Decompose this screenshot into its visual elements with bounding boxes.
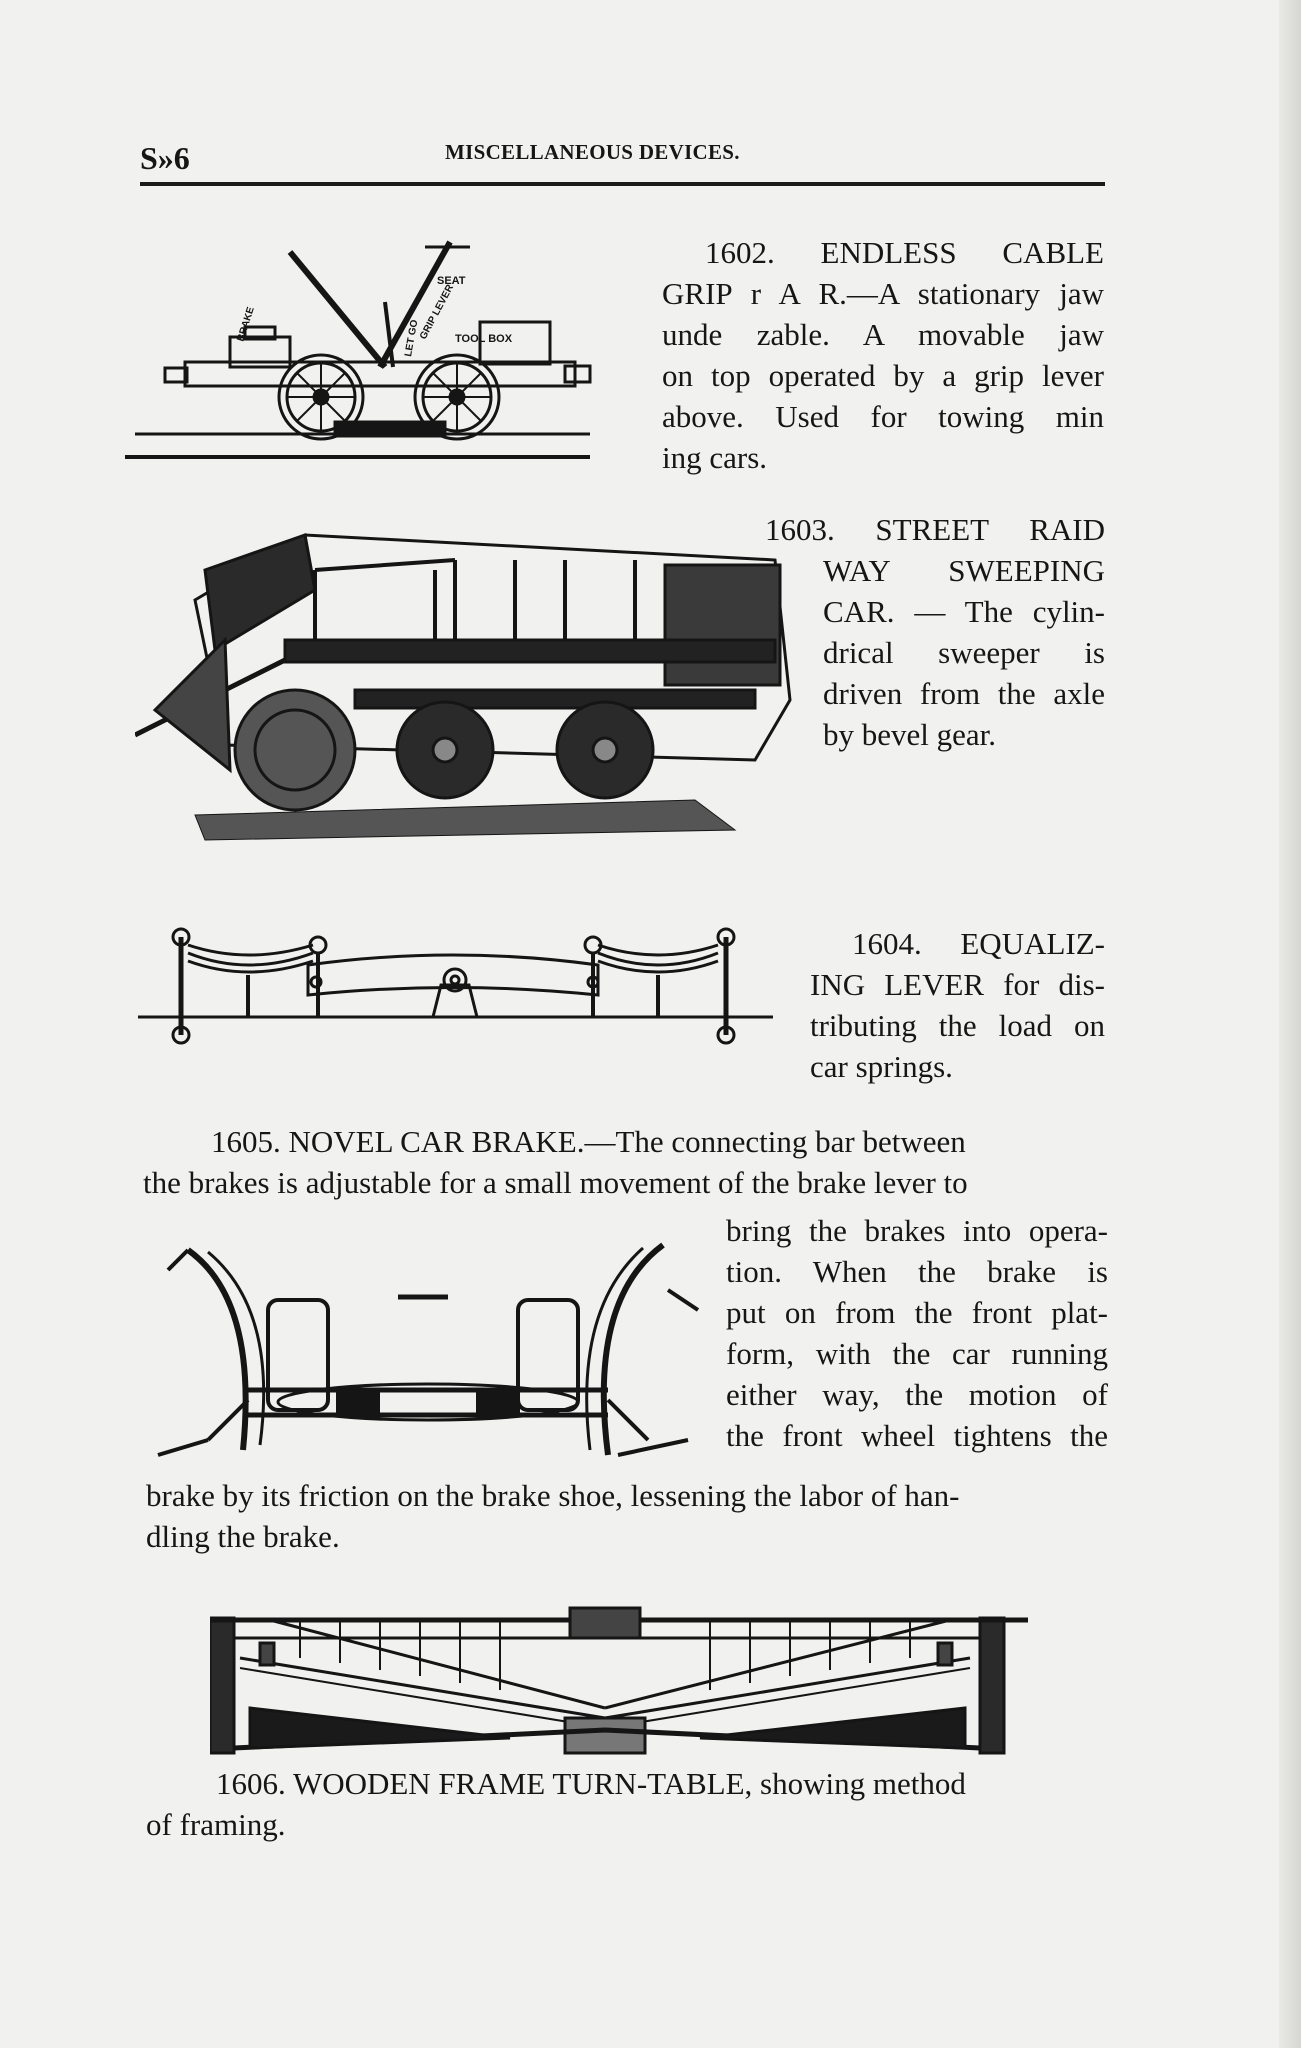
entry-1605-line: form, with the car running [726, 1336, 1108, 1371]
figure-cable-grip-car [125, 222, 595, 467]
figure-car-brake [148, 1240, 708, 1470]
entry-1603 [765, 509, 1105, 755]
label-let-go: LET GO [403, 318, 421, 358]
entry-1606-line: 1606. WOODEN FRAME TURN-TABLE, showing method [216, 1766, 966, 1801]
entry-1604-line: tributing the load on [810, 1008, 1105, 1043]
figure-sweeping-car [135, 530, 795, 850]
entry-1606 [146, 1763, 1006, 1845]
entry-1602-line: ing cars. [662, 440, 768, 475]
label-seat: SEAT [437, 275, 466, 287]
entry-1604-line: car springs. [810, 1049, 953, 1084]
entry-1602-line: unde zable. A movable jaw [662, 317, 1104, 352]
entry-1603-line: driven from the axle [823, 676, 1105, 711]
entry-1602-line: GRIP r A R.—A stationary jaw [662, 276, 1104, 311]
entry-1604 [810, 923, 1105, 1087]
entry-1605-line: brake by its friction on the brake shoe, lessening the labor of han- [146, 1478, 960, 1513]
entry-1603-line: WAY SWEEPING [823, 553, 1105, 588]
entry-1605-line: the brakes is adjustable for a small movement of the brake lever to [143, 1165, 968, 1200]
entry-1603-line: by bevel gear. [823, 717, 997, 752]
entry-1602 [662, 232, 1104, 478]
entry-1603-line: drical sweeper is [823, 635, 1105, 670]
entry-1605-top [143, 1121, 1013, 1203]
entry-1604-line: 1604. EQUALIZ- [852, 926, 1105, 961]
entry-1605-right [726, 1210, 1108, 1456]
entry-1605-line: tion. When the brake is [726, 1254, 1108, 1289]
entry-1602-line: above. Used for towing min [662, 399, 1104, 434]
entry-1602-line: on top operated by a grip lever [662, 358, 1104, 393]
entry-1605-line: either way, the motion of [726, 1377, 1108, 1412]
entry-1605-bottom [146, 1475, 1006, 1557]
entry-1602-line: 1602. ENDLESS CABLE [705, 235, 1104, 270]
entry-1605-line: put on from the front plat- [726, 1295, 1108, 1330]
figure-equalizing-lever [138, 925, 778, 1050]
entry-1604-line: ING LEVER for dis- [810, 967, 1105, 1002]
label-brake: BRAKE [235, 305, 257, 343]
label-grip-lever: GRIP LEVER [417, 282, 457, 342]
entry-1603-line: CAR. — The cylin- [823, 594, 1105, 629]
running-title: MISCELLANEOUS DEVICES. [445, 140, 740, 164]
page-number: S»6 [140, 140, 190, 176]
entry-1605-line: bring the brakes into opera- [726, 1213, 1108, 1248]
header-rule [140, 182, 1105, 186]
entry-1605-line: 1605. NOVEL CAR BRAKE.—The connecting bar between [211, 1124, 966, 1159]
entry-1606-line: of framing. [146, 1807, 286, 1842]
figure-turn-table [210, 1598, 1030, 1758]
label-tool-box: TOOL BOX [455, 333, 513, 345]
entry-1603-line: 1603. STREET RAID [765, 512, 1105, 547]
entry-1605-line: the front wheel tightens the [726, 1418, 1108, 1453]
page-edge [1279, 0, 1301, 2048]
entry-1605-line: dling the brake. [146, 1519, 340, 1554]
